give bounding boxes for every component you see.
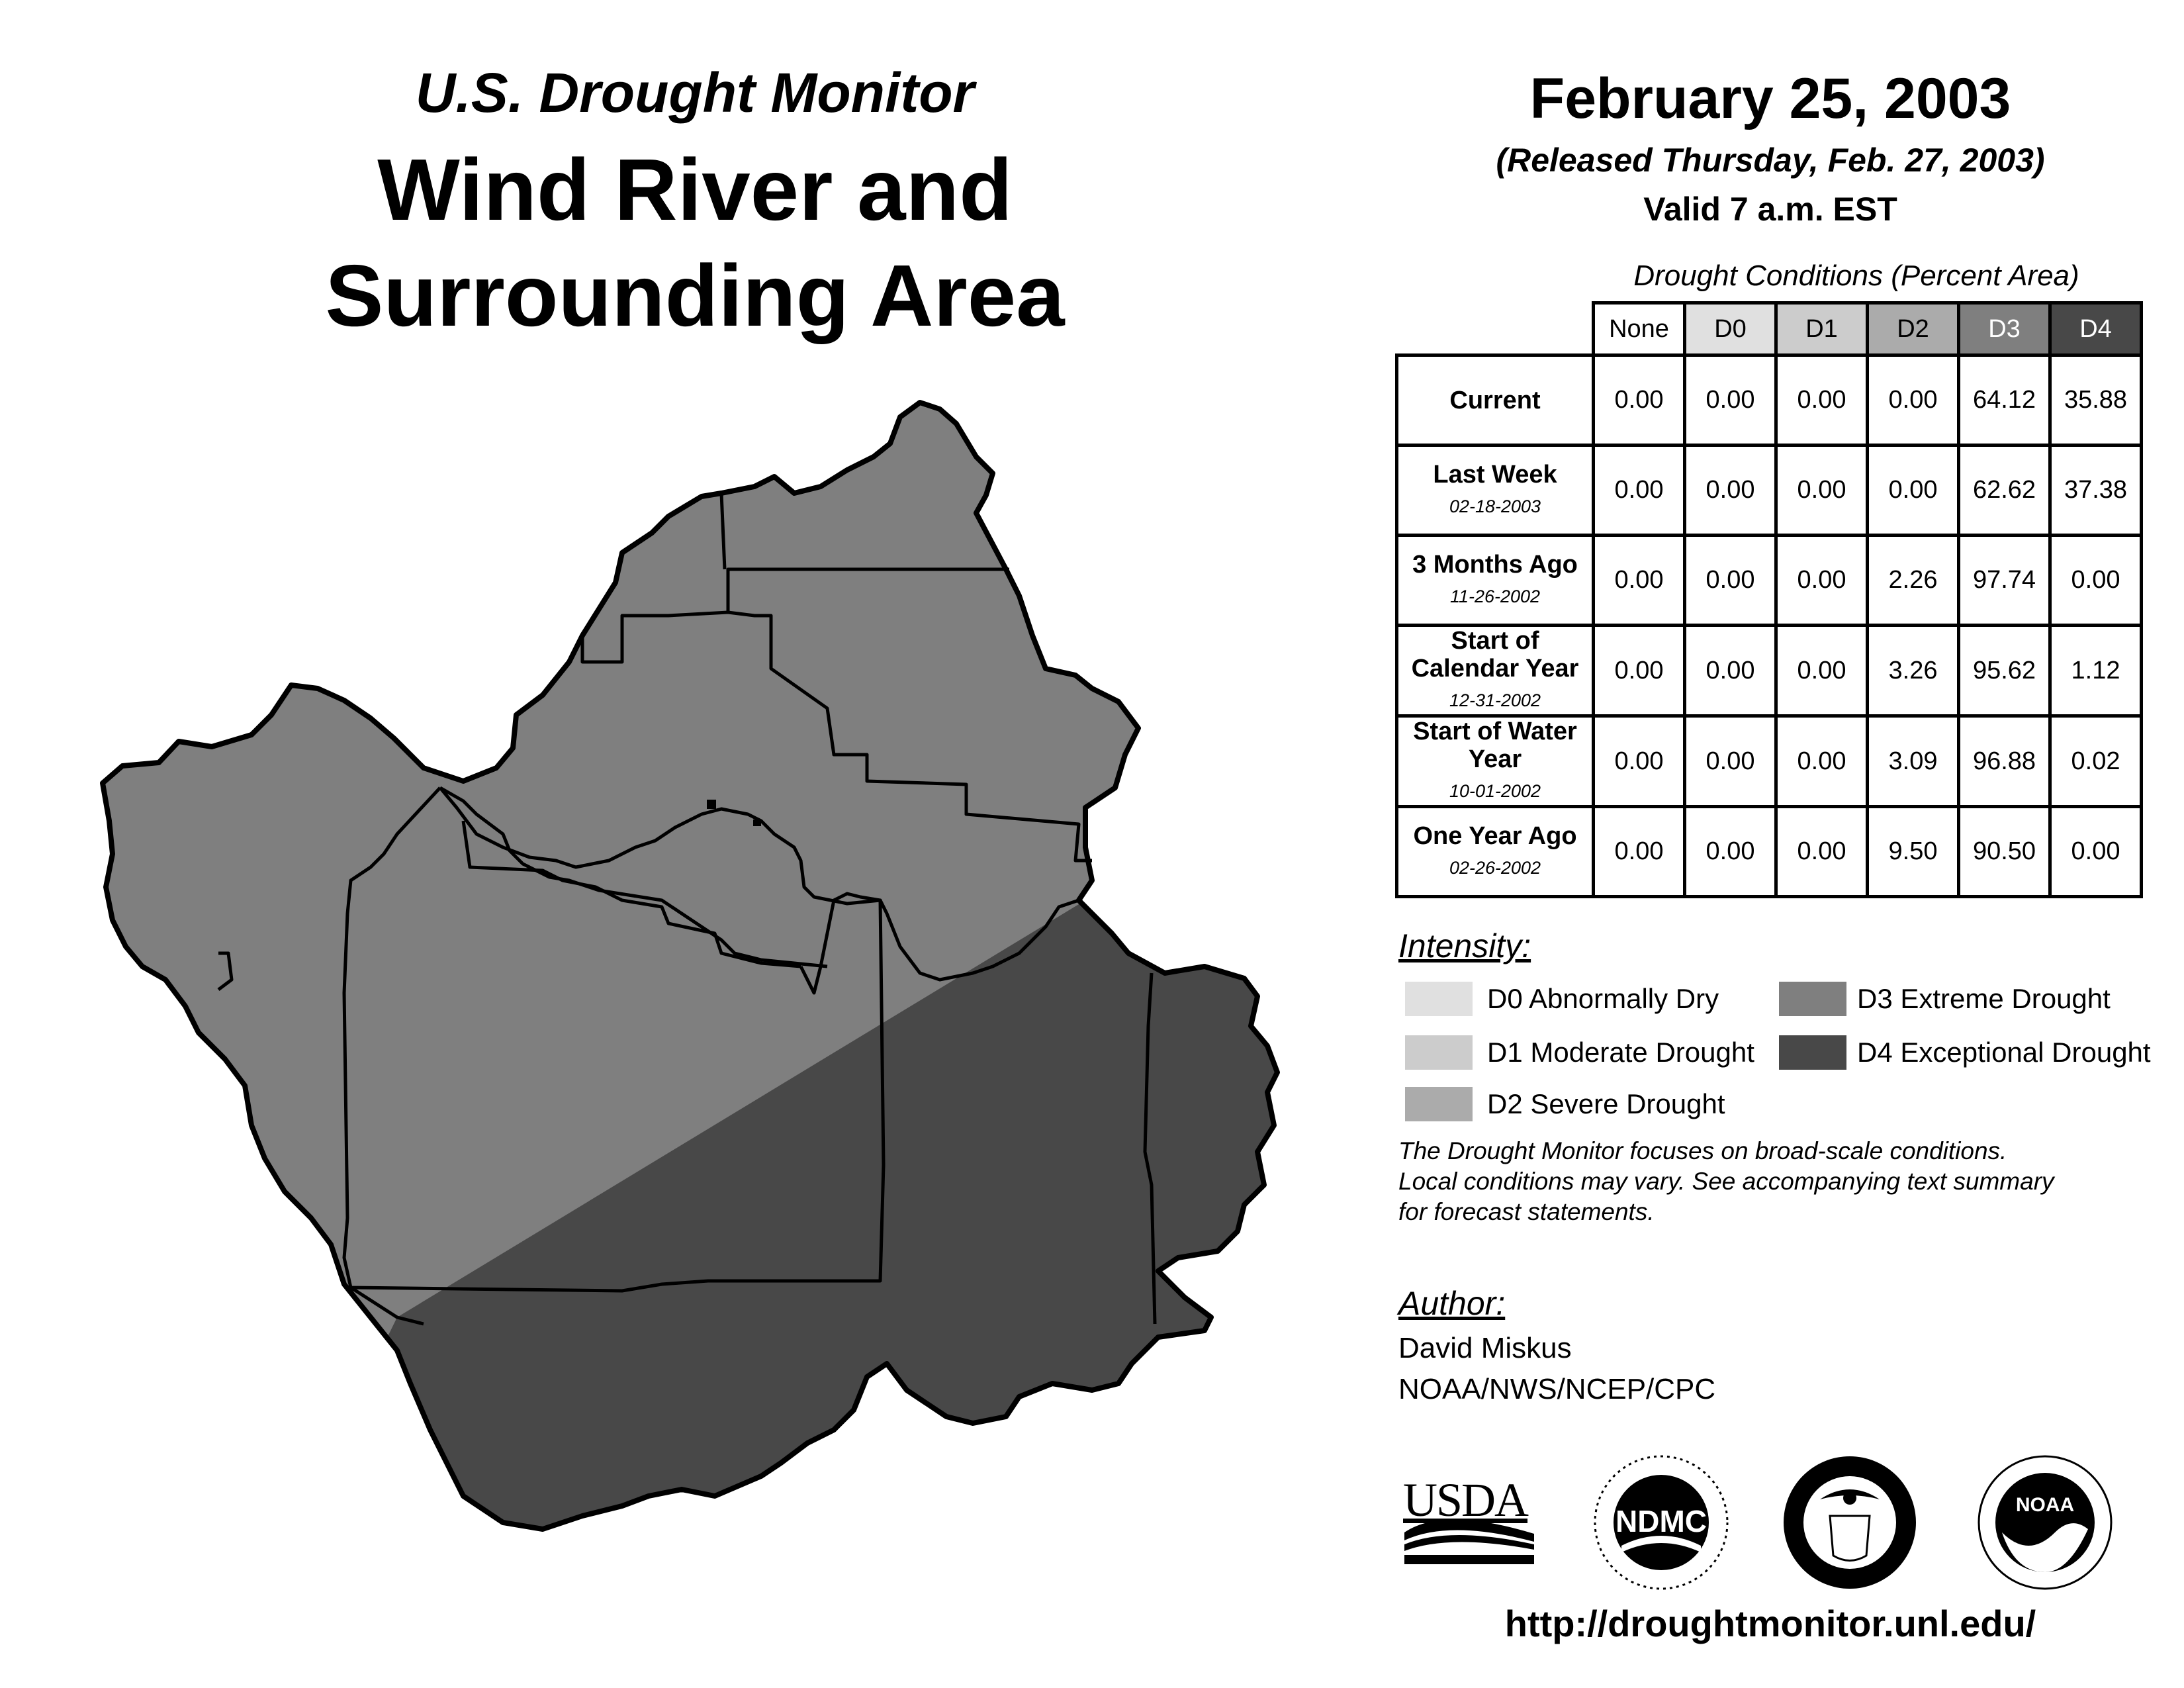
date-block (1390, 66, 2151, 228)
row-label (1397, 445, 1594, 536)
legend-swatch-d1 (1405, 1035, 1473, 1070)
table-row (1397, 355, 2142, 445)
header-none: None (1594, 303, 1685, 355)
table-cell: 0.00 (1594, 445, 1685, 536)
table-cell: 0.00 (1685, 536, 1776, 626)
table-cell: 0.00 (1594, 626, 1685, 716)
disclaimer-line1: The Drought Monitor focuses on broad-scale conditions. (1398, 1137, 2007, 1164)
header-d1: D1 (1776, 303, 1868, 355)
row-label-text: One Year Ago (1413, 821, 1577, 850)
row-label-text: Current (1449, 386, 1541, 414)
row-label-text: Start of Water Year (1413, 718, 1577, 773)
table-cell: 0.00 (1776, 445, 1868, 536)
table-cell: 3.26 (1868, 626, 1959, 716)
table-cell: 0.00 (1685, 716, 1776, 807)
ndmc-logo (1592, 1453, 1731, 1592)
table-cell: 0.00 (1776, 716, 1868, 807)
commerce-seal-graphic (1780, 1453, 1919, 1592)
row-date: 02-18-2003 (1449, 496, 1541, 516)
table-cell: 0.00 (1776, 355, 1868, 445)
table-cell: 97.74 (1959, 536, 2050, 626)
row-date: 10-01-2002 (1449, 781, 1541, 801)
table-cell: 0.00 (2050, 807, 2142, 897)
table-cell: 0.00 (1685, 626, 1776, 716)
table-cell: 2.26 (1868, 536, 1959, 626)
commerce-seal-logo (1780, 1453, 1919, 1592)
row-label-text: 3 Months Ago (1412, 550, 1578, 579)
table-cell: 37.38 (2050, 445, 2142, 536)
website-url[interactable]: http://droughtmonitor.unl.edu/ (1504, 1603, 2036, 1644)
table-row (1397, 626, 2142, 716)
noaa-logo-text: NOAA (2015, 1494, 2075, 1516)
header-d2: D2 (1868, 303, 1959, 355)
table-header-row (1397, 303, 2142, 355)
table-cell: 0.00 (1776, 807, 1868, 897)
row-date: 12-31-2002 (1449, 690, 1541, 710)
legend-swatch-d2 (1405, 1087, 1473, 1121)
table-cell: 0.00 (1594, 536, 1685, 626)
table-cell: 0.00 (2050, 536, 2142, 626)
table-cell: 35.88 (2050, 355, 2142, 445)
header-d0: D0 (1685, 303, 1776, 355)
reservoir-mark-1 (707, 800, 716, 809)
table-cell: 0.00 (1776, 626, 1868, 716)
author-org: NOAA/NWS/NCEP/CPC (1398, 1373, 1716, 1405)
author-heading: Author: (1398, 1285, 1506, 1322)
legend-item-d0 (1405, 982, 1719, 1016)
region-title-line1: Wind River and (377, 141, 1013, 238)
usda-logo-text: USDA (1403, 1474, 1528, 1526)
table-cell: 0.00 (1594, 807, 1685, 897)
table-cell: 3.09 (1868, 716, 1959, 807)
noaa-logo (1976, 1453, 2115, 1592)
table-cell: 96.88 (1959, 716, 2050, 807)
table-cell: 0.00 (1868, 355, 1959, 445)
table-cell: 62.62 (1959, 445, 2050, 536)
row-date: 11-26-2002 (1449, 586, 1541, 606)
author-name: David Miskus (1398, 1332, 1572, 1364)
row-label-text: Start of Calendar Year (1411, 627, 1579, 682)
header-blank-cell (1397, 303, 1594, 355)
table-cell: 0.00 (1685, 355, 1776, 445)
table-cell: 0.00 (1594, 716, 1685, 807)
disclaimer (1398, 1136, 2160, 1227)
table-cell: 9.50 (1868, 807, 1959, 897)
table-row (1397, 716, 2142, 807)
table-row (1397, 445, 2142, 536)
usda-logo (1403, 1473, 1535, 1566)
table-row (1397, 807, 2142, 897)
legend-item-d1 (1405, 1035, 1754, 1070)
release-note: (Released Thursday, Feb. 27, 2003) (1496, 142, 2045, 179)
table-cell: 0.00 (1868, 445, 1959, 536)
table-cell: 0.00 (1776, 536, 1868, 626)
region-title-line2: Surrounding Area (325, 247, 1065, 344)
monitor-label: U.S. Drought Monitor (415, 62, 975, 124)
disclaimer-line2: Local conditions may vary. See accompanying text summary (1398, 1168, 2054, 1195)
table-cell: 64.12 (1959, 355, 2050, 445)
legend-swatch-d4 (1779, 1035, 1846, 1070)
row-label-text: Last Week (1433, 460, 1557, 489)
valid-time: Valid 7 a.m. EST (1643, 191, 1897, 228)
legend-label-d3: D3 Extreme Drought (1857, 983, 2111, 1014)
header-d4: D4 (2050, 303, 2142, 355)
row-date: 02-26-2002 (1449, 857, 1541, 878)
table-cell: 90.50 (1959, 807, 2050, 897)
conditions-table (1395, 301, 2143, 898)
table-row (1397, 536, 2142, 626)
legend-item-d3 (1779, 982, 2111, 1016)
row-label (1397, 355, 1594, 445)
noaa-logo-graphic (1976, 1453, 2115, 1592)
legend-swatch-d0 (1405, 982, 1473, 1016)
row-label (1397, 716, 1594, 807)
table-cell: 0.00 (1594, 355, 1685, 445)
table-cell: 1.12 (2050, 626, 2142, 716)
table-cell: 0.02 (2050, 716, 2142, 807)
intensity-heading: Intensity: (1398, 927, 1531, 964)
legend-label-d2: D2 Severe Drought (1487, 1088, 1725, 1119)
disclaimer-line3: for forecast statements. (1398, 1198, 1655, 1225)
legend-label-d4: D4 Exceptional Drought (1857, 1037, 2151, 1068)
header-d3: D3 (1959, 303, 2050, 355)
reservoir-mark-2 (753, 820, 761, 826)
table-body (1397, 355, 2142, 897)
legend-label-d0: D0 Abnormally Dry (1487, 983, 1719, 1014)
table-cell: 95.62 (1959, 626, 2050, 716)
legend-item-d4 (1779, 1035, 2151, 1070)
ndmc-logo-text: NDMC (1615, 1504, 1707, 1538)
legend-swatch-d3 (1779, 982, 1846, 1016)
map-date: February 25, 2003 (1529, 67, 2011, 130)
table-cell: 0.00 (1685, 445, 1776, 536)
table-cell: 0.00 (1685, 807, 1776, 897)
row-label (1397, 807, 1594, 897)
legend-label-d1: D1 Moderate Drought (1487, 1037, 1754, 1068)
legend-item-d2 (1405, 1087, 1725, 1121)
row-label (1397, 536, 1594, 626)
row-label (1397, 626, 1594, 716)
table-caption: Drought Conditions (Percent Area) (1633, 259, 2079, 292)
